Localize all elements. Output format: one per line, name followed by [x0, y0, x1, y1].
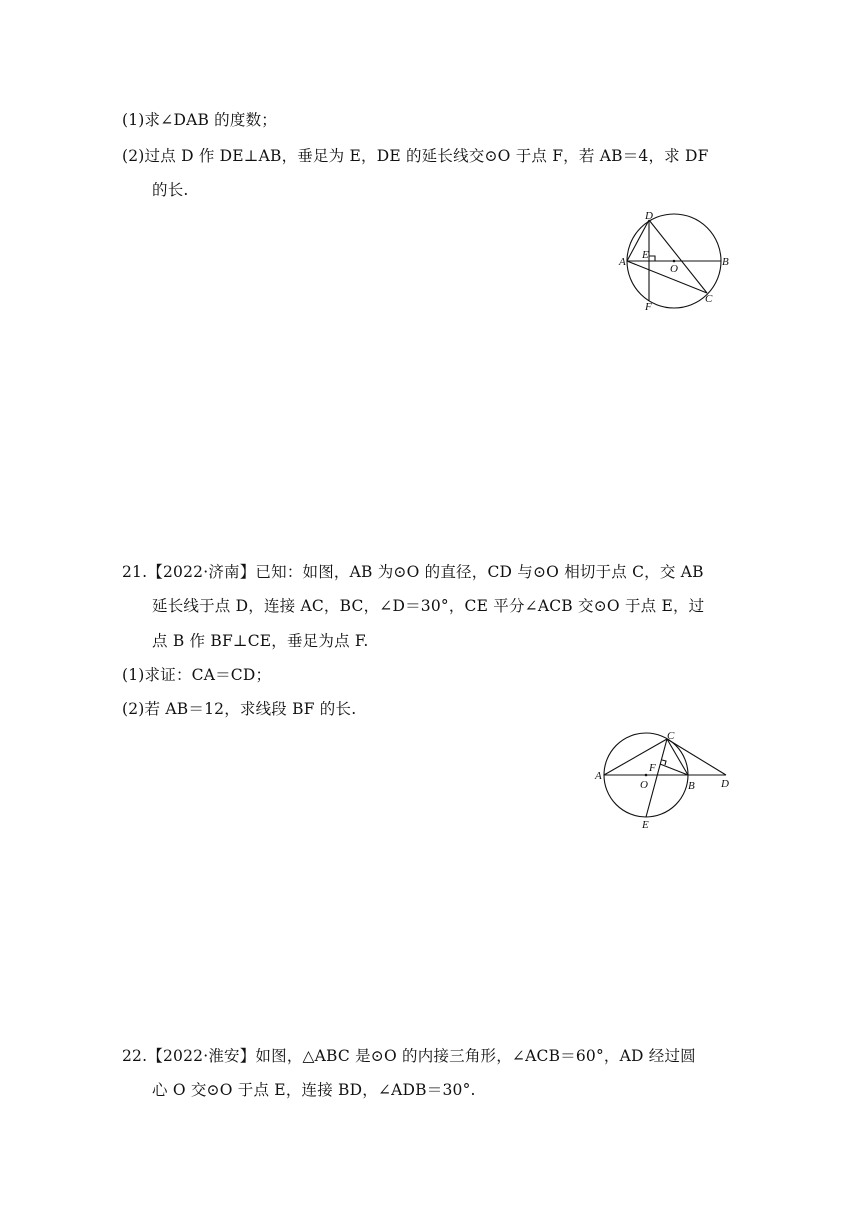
p21-label-a: A	[595, 770, 602, 782]
p20-label-c: C	[705, 293, 713, 305]
p21-label-o: O	[640, 779, 648, 791]
p21-line2: 延长线于点 D，连接 AC，BC，∠D＝30°，CE 平分∠ACB 交⊙O 于点 E，过	[152, 597, 705, 615]
p21-geometry-figure	[590, 727, 740, 835]
p20-label-f: F	[645, 301, 652, 313]
p21-label-c: C	[667, 730, 675, 742]
p21-label-d: D	[721, 778, 729, 790]
p21-segment-bf	[660, 764, 688, 775]
p20-chord-dc	[649, 220, 707, 293]
p20-label-a: A	[619, 256, 626, 268]
p21-line1: 21.【2022·济南】已知：如图，AB 为⊙O 的直径，CD 与⊙O 相切于点 C，交 AB	[122, 563, 704, 581]
p20-chord-ac	[627, 261, 707, 293]
p22-line2: 心 O 交⊙O 于点 E，连接 BD，∠ADB＝30°.	[152, 1081, 476, 1099]
p20-label-d: D	[645, 210, 653, 222]
p21-label-e: E	[642, 819, 649, 831]
p21-label-f: F	[649, 762, 656, 774]
p20-part2-line2: 的长.	[152, 181, 189, 199]
p20-label-o: O	[670, 263, 678, 275]
p21-part1: (1)求证：CA＝CD；	[122, 666, 272, 684]
p21-right-angle-mark	[662, 760, 666, 765]
p21-line3: 点 B 作 BF⊥CE，垂足为点 F.	[152, 632, 369, 650]
p20-label-e: E	[642, 249, 649, 261]
p20-part1: (1)求∠DAB 的度数；	[122, 111, 277, 129]
p21-part2: (2)若 AB＝12，求线段 BF 的长.	[122, 700, 357, 718]
p21-label-b: B	[688, 780, 695, 792]
p21-tangent-cd	[667, 739, 726, 775]
p21-chord-ac	[604, 739, 667, 775]
p20-geometry-figure	[610, 205, 740, 320]
p20-center-dot	[673, 260, 676, 263]
p21-chord-bc	[667, 739, 688, 775]
p21-chord-ce	[646, 739, 667, 817]
p20-right-angle-mark	[649, 256, 655, 261]
p20-part2-line1: (2)过点 D 作 DE⊥AB，垂足为 E，DE 的延长线交⊙O 于点 F，若 AB＝4，求 DF	[122, 147, 709, 165]
p22-line1: 22.【2022·淮安】如图，△ABC 是⊙O 的内接三角形，∠ACB＝60°，AD 经过圆	[122, 1047, 696, 1065]
p21-center-dot	[645, 774, 648, 777]
p20-label-b: B	[722, 256, 729, 268]
